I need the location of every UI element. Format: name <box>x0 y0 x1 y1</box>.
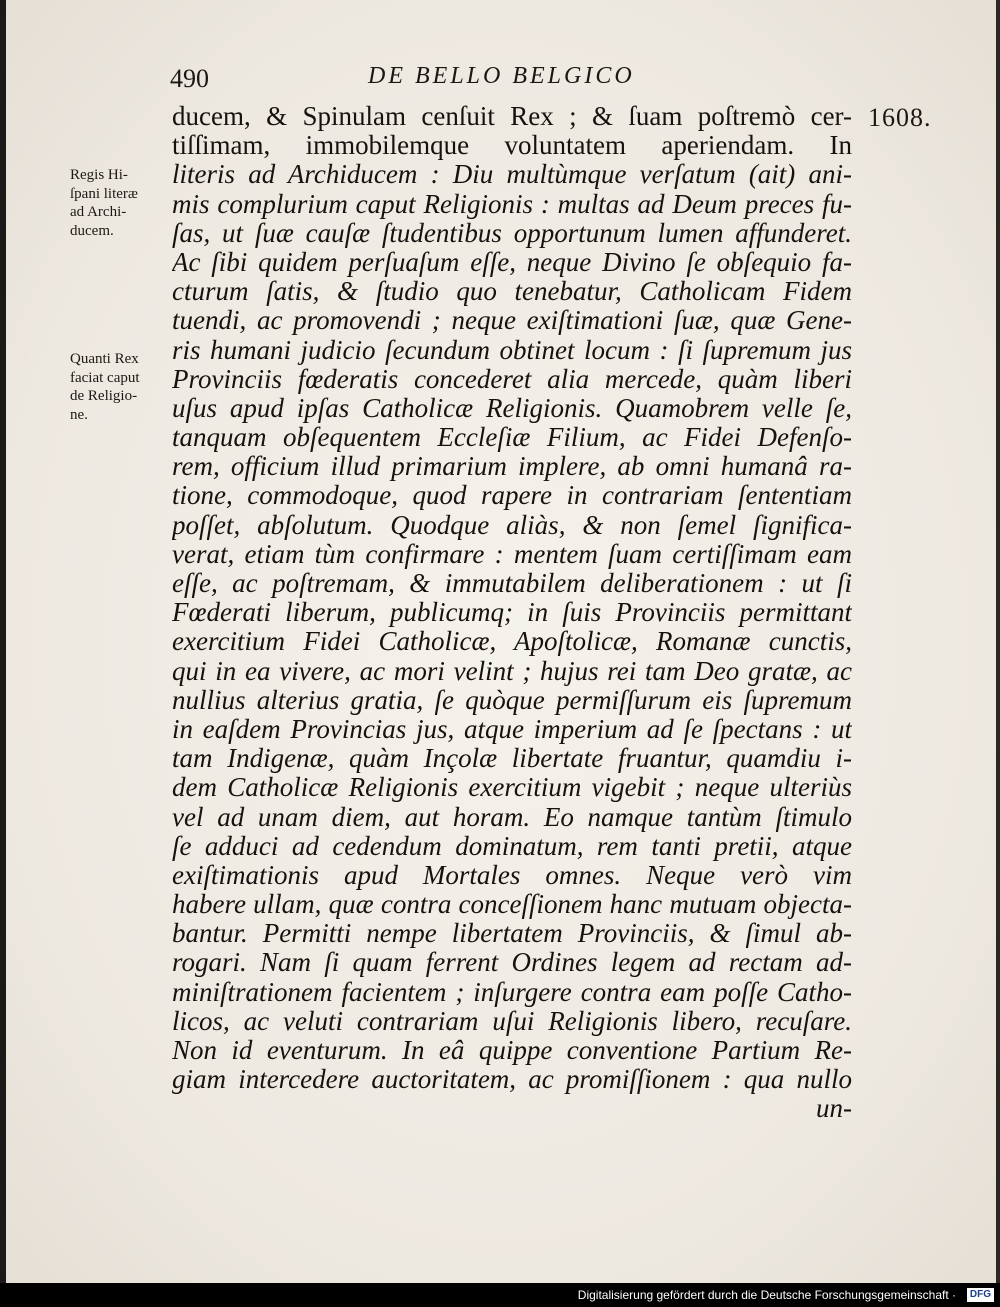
text-line: tam Indigenæ, quàm Inçolæ libertate fruantur, quamdiu i- <box>172 744 852 774</box>
margin-note-line: faciat caput <box>70 369 140 386</box>
page-edge-right <box>996 0 1000 1283</box>
page-number: 490 <box>170 64 209 93</box>
text-line: rogari. Nam ſi quam ferrent Ordines legem ad rectam ad- <box>172 948 852 978</box>
text-line: un- <box>816 1094 852 1124</box>
margin-note-regis <box>70 166 165 240</box>
text-line: poſſet, abſolutum. Quodque aliàs, & non ſemel ſignifica- <box>172 510 852 540</box>
text-line: uſus apud ipſas Catholicæ Religionis. Quamobrem velle ſe, <box>172 393 852 423</box>
text-line: qui in ea vivere, ac mori velint ; hujus rei tam Deo gratæ, ac <box>172 656 852 686</box>
footer-bar <box>0 1283 1000 1307</box>
margin-note-line: ducem. <box>70 222 114 239</box>
page-edge-left <box>0 0 6 1283</box>
dfg-logo: DFG <box>967 1288 994 1302</box>
text-line: giam intercedere auctoritatem, ac promiſſionem : qua nullo <box>172 1065 852 1095</box>
text-line: tanquam obſequentem Eccleſiæ Filium, ac Fidei Defenſo- <box>172 423 852 453</box>
text-line: rem, officium illud primarium implere, ab omni humanâ ra- <box>172 452 852 482</box>
text-line: Fœderati liberum, publicumq; in ſuis Provinciis permittant <box>172 598 852 628</box>
body-text <box>172 102 852 1124</box>
margin-year: 1608. <box>868 103 932 132</box>
text-line: eſſe, ac poſtremam, & immutabilem deliberationem : ut ſi <box>172 569 852 598</box>
margin-note-quanti <box>70 350 170 424</box>
text-line: in eaſdem Provincias jus, atque imperium ad ſe ſpectans : ut <box>172 714 852 744</box>
text-line: ſe adduci ad cedendum dominatum, rem tanti pretii, atque <box>172 831 852 861</box>
text-line: ducem, & Spinulam cenſuit Rex ; & ſuam poſtremò cer- <box>172 102 852 131</box>
text-line: vel ad unam diem, aut horam. Eo namque tantùm ſtimulo <box>172 802 852 832</box>
text-line: nullius alterius gratia, ſe quòque permiſſurum eis ſupremum <box>172 685 852 715</box>
margin-note-line: Quanti Rex <box>70 351 139 367</box>
text-line: exiſtimationis apud Mortales omnes. Neque verò vim <box>172 860 852 890</box>
text-line: licos, ac veluti contrariam uſui Religionis libero, recuſare. <box>172 1006 852 1036</box>
text-line: tione, commodoque, quod rapere in contrariam ſententiam <box>172 481 852 511</box>
funding-notice: Digitalisierung gefördert durch die Deutsche Forschungsgemeinschaft · <box>577 1288 956 1302</box>
running-head: DE BELLO BELGICO <box>368 63 635 89</box>
text-line: habere ullam, quæ contra conceſſionem hanc mutuam objecta- <box>172 890 852 920</box>
margin-note-line: Regis Hi- <box>70 167 128 183</box>
text-line: dem Catholicæ Religionis exercitium vigebit ; neque ulteriùs <box>172 773 852 803</box>
text-line: exercitium Fidei Catholicæ, Apoſtolicæ, Romanæ cunctis, <box>172 627 852 657</box>
text-line: ris humani judicio ſecundum obtinet locum : ſi ſupremum jus <box>172 335 852 365</box>
text-line: Ac ſibi quidem perſuaſum eſſe, neque Divino ſe obſequio fa- <box>172 247 852 277</box>
text-line: literis ad Archiducem : Diu multùmque verſatum (ait) ani- <box>172 160 852 190</box>
margin-note-line: ſpani literæ <box>70 185 138 202</box>
margin-note-line: de Religio- <box>70 388 138 404</box>
text-line: Provinciis fœderatis concederet alia mercede, quàm liberi <box>172 364 852 394</box>
text-line: Non id eventurum. In eâ quippe conventione Partium Re- <box>172 1036 852 1065</box>
text-line: cturum ſatis, & ſtudio quo tenebatur, Catholicam Fidem <box>172 277 852 307</box>
margin-note-line: ne. <box>70 406 88 423</box>
text-line: tuendi, ac promovendi ; neque exiſtimationi ſuæ, quæ Gene- <box>172 306 852 336</box>
text-line: verat, etiam tùm confirmare : mentem ſuam certiſſimam eam <box>172 539 852 569</box>
margin-note-line: ad Archi- <box>70 204 127 220</box>
text-line: bantur. Permitti nempe libertatem Provinciis, & ſimul ab- <box>172 919 852 949</box>
text-line: mis complurium caput Religionis : multas ad Deum preces fu- <box>172 189 852 219</box>
text-line: miniſtrationem facientem ; inſurgere contra eam poſſe Catho- <box>172 977 852 1007</box>
text-line: ſas, ut ſuæ cauſæ ſtudentibus opportunum lumen affunderet. <box>172 218 852 248</box>
text-line: tiſſimam, immobilemque voluntatem aperiendam. In <box>172 131 852 161</box>
